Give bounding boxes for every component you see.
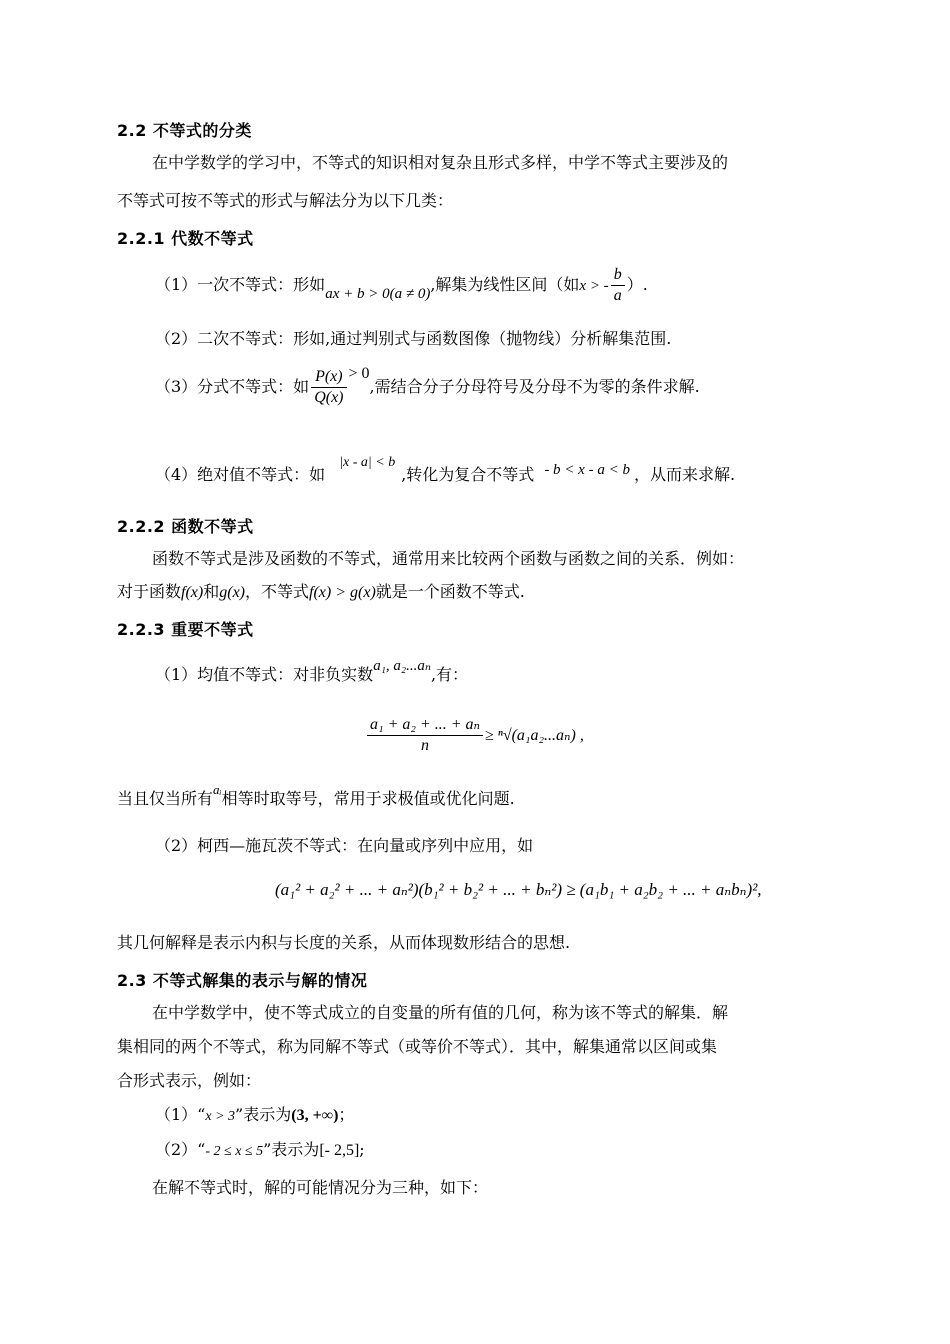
text: （1）“ — [155, 1105, 206, 1124]
example-item — [155, 1103, 354, 1129]
text: 相等时取等号，常用于求极值或优化问题. — [221, 789, 515, 808]
paragraph-line: 在中学数学中，使不等式成立的自变量的所有值的几何，称为该不等式的解集．解 — [152, 1003, 729, 1022]
list-item-cauchy: （2）柯西—施瓦茨不等式：在向量或序列中应用，如 — [155, 836, 534, 855]
formula: - b < x - a < b — [544, 462, 630, 478]
text: ； — [338, 1105, 355, 1124]
list-item-fractional — [155, 364, 700, 411]
text: 当且仅当所有 — [117, 789, 214, 808]
item-text: ,解集为线性区间（如 — [430, 275, 580, 294]
list-item-linear — [155, 262, 648, 309]
denominator: n — [421, 737, 429, 754]
text: ，不等式 — [245, 582, 310, 601]
formula: a₁, a₂...aₙ — [373, 658, 431, 674]
list-item-quadratic: （2）二次不等式：形如,通过判别式与函数图像（抛物线）分析解集范围. — [155, 329, 672, 348]
item-text: （4）绝对值不等式：如 — [155, 465, 326, 484]
paragraph-line — [117, 782, 515, 812]
formula: aᵢ — [213, 782, 222, 797]
section-heading-2-2-1: 2.2.1 代数不等式 — [117, 229, 254, 248]
item-text: （1）一次不等式：形如 — [155, 275, 326, 294]
formula: ≥ ⁿ√(a₁a₂...aₙ) , — [485, 727, 584, 744]
text: ”表示为 — [235, 1105, 292, 1124]
formula: - 2 ≤ x ≤ 5 — [205, 1144, 264, 1159]
list-item-absolute — [155, 455, 736, 489]
section-heading-2-2-3: 2.2.3 重要不等式 — [117, 620, 254, 639]
text: 对于函数 — [117, 582, 182, 601]
fraction — [611, 265, 625, 306]
paragraph-line: 集相同的两个不等式，称为同解不等式（或等价不等式）．其中，解集通常以区间或集 — [117, 1037, 718, 1056]
item-text: ，从而来求解. — [633, 465, 736, 484]
text: ; — [359, 1140, 365, 1159]
numerator: a₁ + a₂ + ... + aₙ — [367, 715, 483, 736]
numerator: b — [611, 265, 625, 286]
formula: x > - — [579, 278, 609, 294]
formula: g(x) — [219, 584, 245, 601]
cauchy-formula: (a₁² + a₂² + ... + aₙ²)(b₁² + b₂² + ... + bₙ²) ≥ (a₁b₁ + a₂b₂ + ... + aₙbₙ)², — [275, 880, 762, 899]
paragraph-line: 其几何解释是表示内积与长度的关系，从而体现数形结合的思想. — [117, 933, 571, 952]
section-heading-2-2: 2.2 不等式的分类 — [117, 121, 252, 140]
text: 就是一个函数不等式. — [375, 582, 525, 601]
text: （2）“ — [155, 1140, 206, 1159]
interval: (3, +∞) — [291, 1107, 339, 1124]
paragraph-line: 函数不等式是涉及函数的不等式，通常用来比较两个函数与函数之间的关系．例如： — [152, 549, 745, 568]
formula: > 0 — [348, 365, 370, 382]
formula: x > 3 — [205, 1109, 236, 1124]
paragraph-line: 合形式表示，例如： — [117, 1071, 262, 1090]
formula: |x - a| < b — [339, 455, 396, 470]
fraction — [311, 367, 346, 408]
item-text: ）. — [626, 275, 648, 294]
paragraph-line: 不等式可按不等式的形式与解法分为以下几类： — [117, 191, 454, 210]
formula: f(x) — [181, 584, 204, 601]
denominator: a — [613, 287, 622, 304]
denominator: Q(x) — [314, 389, 344, 406]
formula: f(x) > g(x) — [309, 584, 376, 601]
paragraph-line — [117, 580, 525, 605]
section-heading-2-2-2: 2.2.2 函数不等式 — [117, 517, 254, 536]
amgm-formula — [365, 712, 584, 759]
item-text: （1）均值不等式：对非负实数 — [155, 665, 374, 684]
interval: [- 2,5] — [319, 1142, 360, 1159]
item-text: ,有： — [430, 665, 469, 684]
item-text: （3）分式不等式：如 — [155, 377, 310, 396]
paragraph-line: 在解不等式时，解的可能情况分为三种，如下： — [152, 1178, 489, 1197]
numerator: P(x) — [311, 367, 346, 388]
paragraph-line: 在中学数学的学习中，不等式的知识相对复杂且形式多样，中学不等式主要涉及的 — [152, 153, 729, 172]
item-text: ,需结合分子分母符号及分母不为零的条件求解. — [369, 377, 700, 396]
text: 和 — [203, 582, 220, 601]
section-heading-2-3: 2.3 不等式解集的表示与解的情况 — [117, 971, 368, 990]
example-item — [155, 1138, 365, 1164]
text: ”表示为 — [263, 1140, 320, 1159]
fraction — [367, 715, 483, 756]
formula: ax + b > 0(a ≠ 0) — [325, 286, 431, 302]
list-item-amgm — [155, 658, 469, 688]
item-text: ,转化为复合不等式 — [401, 465, 535, 484]
